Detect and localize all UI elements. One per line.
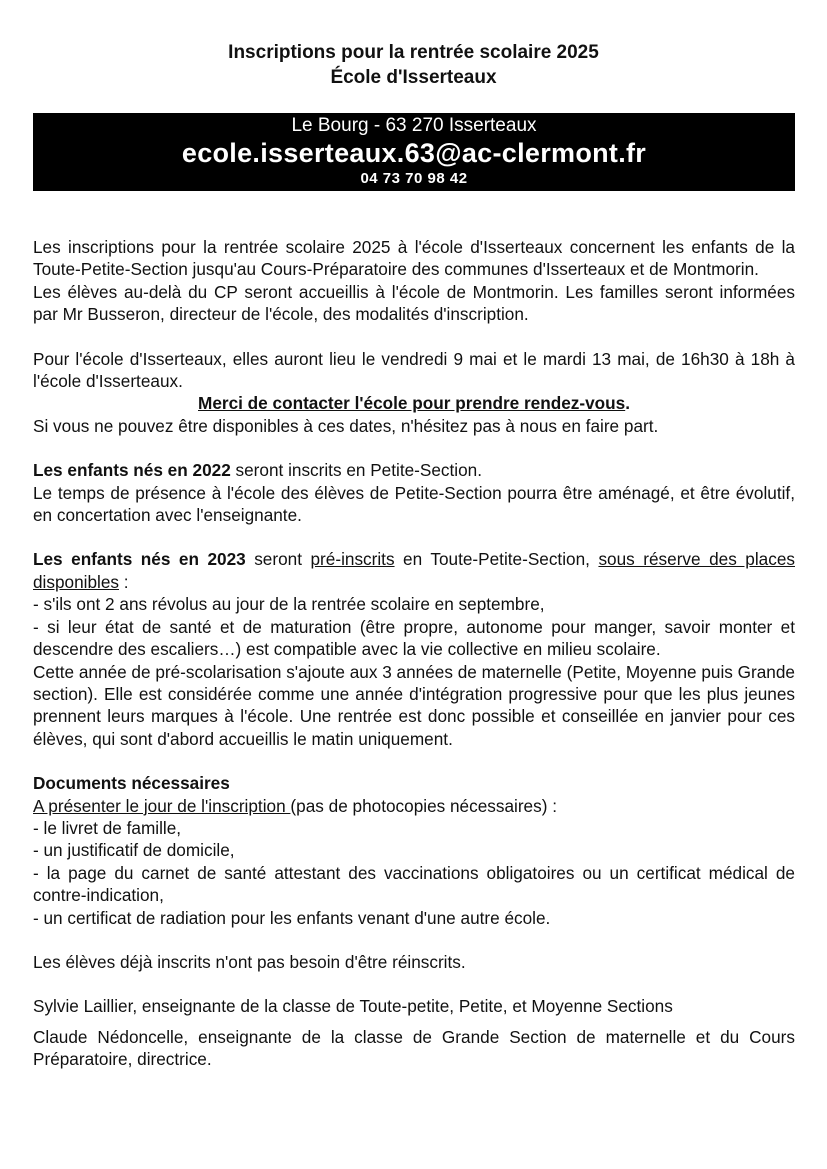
school-name: École d'Isserteaux bbox=[330, 67, 497, 88]
montmorin-paragraph: Les élèves au-delà du CP seront accueillis à l'école de Montmorin. Les familles seront informées par Mr Busseron, directeur de l'école, des modalités d'inscription. bbox=[33, 281, 795, 325]
ps-presence-paragraph: Le temps de présence à l'école des élèves de Petite-Section pourra être aménagé, et être évolutif, en concertation avec l'enseignante. bbox=[33, 482, 795, 526]
tps-bold: Les enfants nés en 2023 bbox=[33, 549, 246, 570]
school-phone: 04 73 70 98 42 bbox=[360, 170, 468, 187]
documents-heading-text: Documents nécessaires bbox=[33, 773, 230, 794]
document-item: - un justificatif de domicile, bbox=[33, 840, 235, 861]
contact-request bbox=[33, 392, 795, 414]
documents-present-rest: (pas de photocopies nécessaires) : bbox=[290, 795, 557, 816]
ps-paragraph bbox=[33, 459, 795, 481]
tps-condition-1: - s'ils ont 2 ans révolus au jour de la rentrée scolaire en septembre, bbox=[33, 594, 545, 615]
document-item: - le livret de famille, bbox=[33, 817, 182, 838]
tps-reserve: sous réserve des places disponibles bbox=[33, 549, 795, 592]
tps-text-3: : bbox=[119, 571, 129, 592]
teacher-1: Sylvie Laillier, enseignante de la classe de Toute-petite, Petite, et Moyenne Sections bbox=[33, 996, 673, 1017]
teacher-2: Claude Nédoncelle, enseignante de la classe de Grande Section de maternelle et du Cours Préparatoire, directrice. bbox=[33, 1026, 795, 1070]
tps-paragraph bbox=[33, 548, 795, 593]
contact-request-text: Merci de contacter l'école pour prendre rendez-vous bbox=[198, 393, 626, 414]
tps-text-1: seront bbox=[245, 549, 311, 570]
documents-heading bbox=[33, 772, 795, 794]
document-item: - un certificat de radiation pour les enfants venant d'une autre école. bbox=[33, 907, 551, 928]
intro-paragraph: Les inscriptions pour la rentrée scolaire 2025 à l'école d'Isserteaux concernent les enfants de la Toute-Petite-Section jusqu'au Cours-Préparatoire des communes d'Isserteaux et de Montmorin. bbox=[33, 237, 795, 280]
document-item: - la page du carnet de santé attestant des vaccinations obligatoires ou un certificat médical de contre-indication, bbox=[33, 862, 795, 906]
ps-bold: Les enfants nés en 2022 bbox=[33, 460, 231, 481]
availability-paragraph: Si vous ne pouvez être disponibles à ces dates, n'hésitez pas à nous en faire part. bbox=[33, 415, 659, 436]
tps-condition-2: - si leur état de santé et de maturation (être propre, autonome pour manger, savoir monter et descendre des escaliers…) est compatible avec la vie collective en milieu scolaire. bbox=[33, 616, 795, 660]
school-address: Le Bourg - 63 270 Isserteaux bbox=[291, 115, 537, 136]
tps-text-2: en Toute-Petite-Section, bbox=[394, 549, 599, 570]
contact-banner bbox=[33, 113, 795, 191]
tps-preinscrits: pré-inscrits bbox=[310, 549, 395, 570]
documents-intro bbox=[33, 795, 795, 817]
dates-paragraph: Pour l'école d'Isserteaux, elles auront lieu le vendredi 9 mai et le mardi 13 mai, de 16h30 à 18h à l'école d'Isserteaux. bbox=[33, 348, 795, 392]
reinscription-note: Les élèves déjà inscrits n'ont pas besoin d'être réinscrits. bbox=[33, 951, 466, 972]
document-header bbox=[0, 40, 827, 90]
document-body bbox=[33, 236, 795, 1071]
tps-explanation: Cette année de pré-scolarisation s'ajoute aux 3 années de maternelle (Petite, Moyenne puis Grande section). Elle est considérée comme une année d'intégration progressive pour que les plus jeunes prennent leurs marques à l'école. Une rentrée est donc possible et conseillée en janvier pour ces élèves, qui sont d'abord accueillis le matin uniquement. bbox=[33, 661, 795, 749]
page-title: Inscriptions pour la rentrée scolaire 2025 bbox=[228, 42, 599, 63]
ps-rest: seront inscrits en Petite-Section. bbox=[230, 460, 482, 481]
contact-request-end: . bbox=[625, 393, 630, 414]
school-email: ecole.isserteaux.63@ac-clermont.fr bbox=[181, 138, 647, 168]
documents-present: A présenter le jour de l'inscription bbox=[33, 795, 291, 816]
